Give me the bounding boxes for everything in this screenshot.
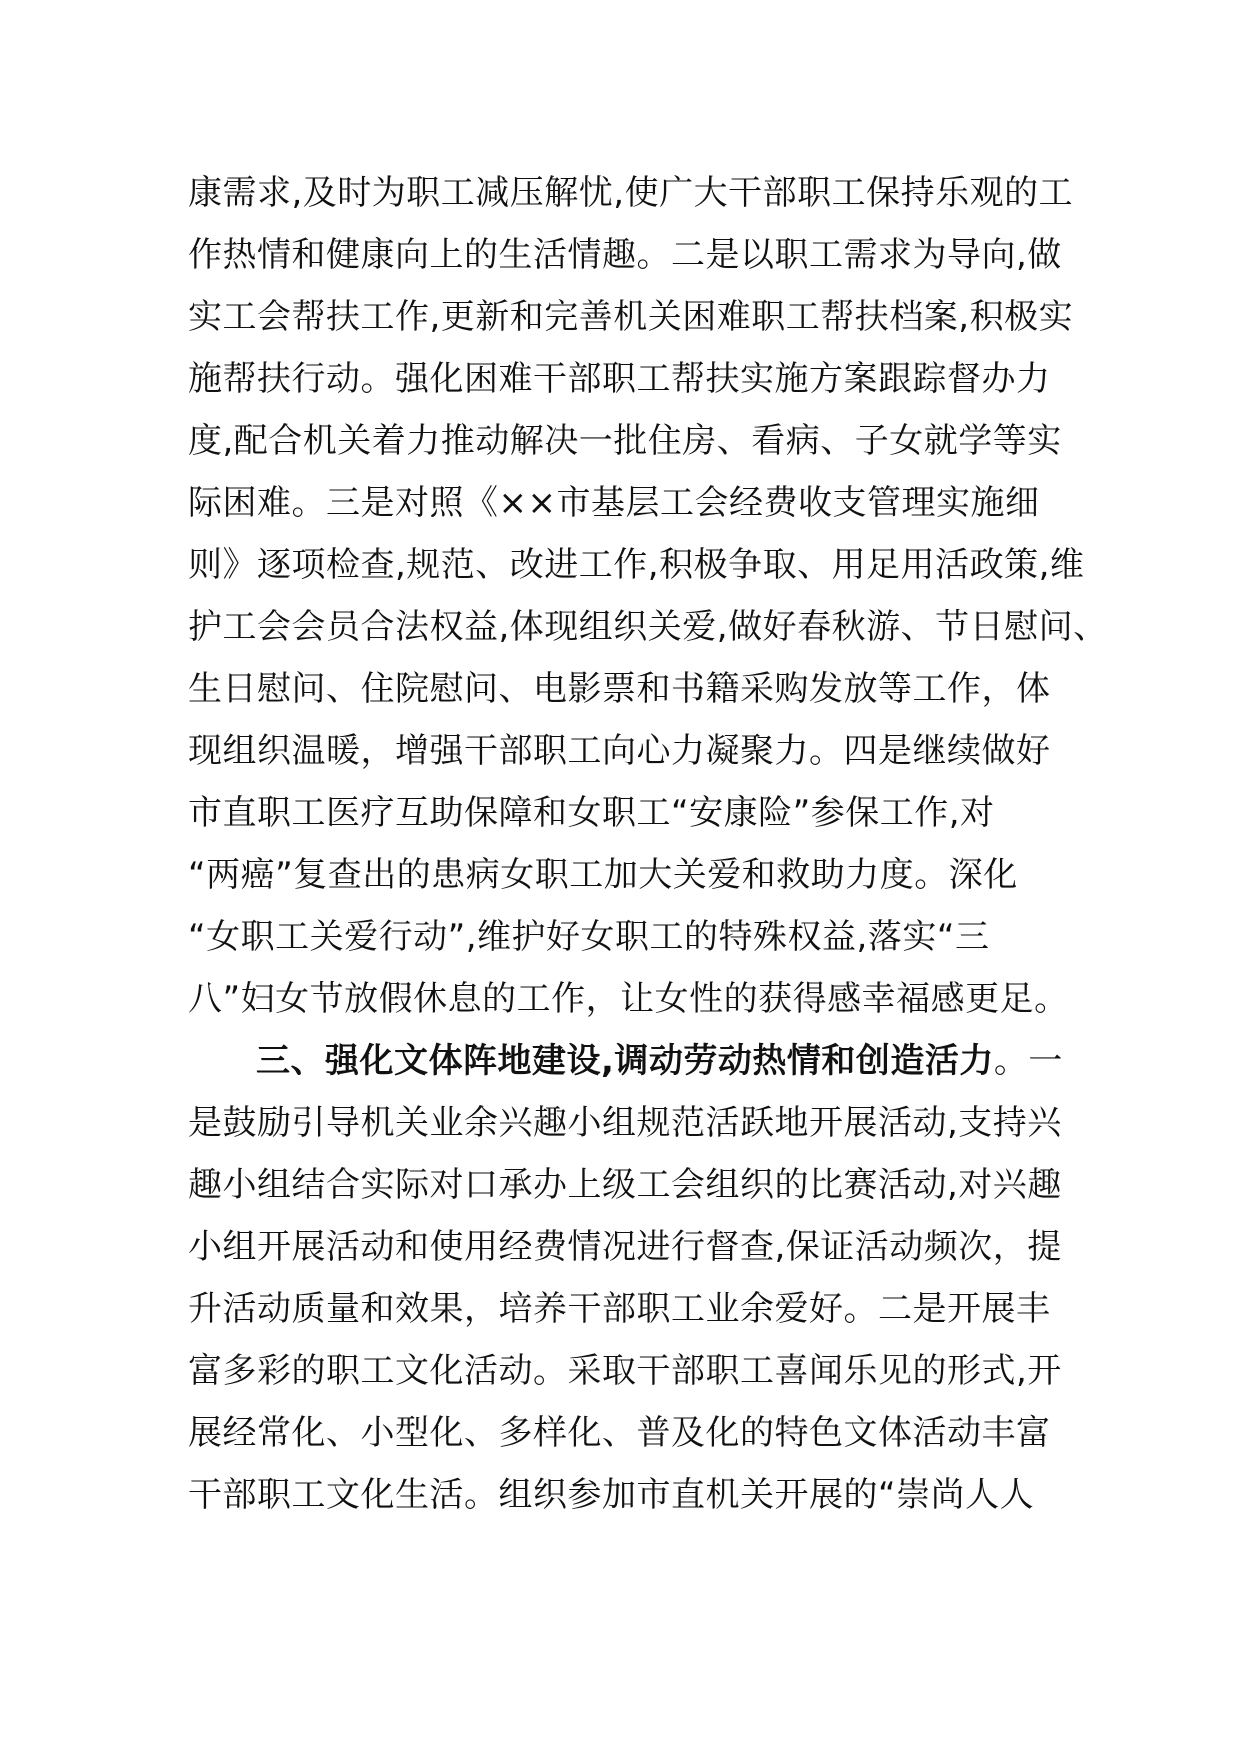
text-line: 是鼓励引导机关业余兴趣小组规范活跃地开展活动,支持兴 (188, 1103, 1062, 1143)
section-heading-line (188, 1036, 1063, 1086)
text-line: 八”妇女节放假休息的工作，让女性的获得感幸福感更足。 (188, 979, 1069, 1019)
text-line: 小组开展活动和使用经费情况进行督查,保证活动频次，提 (188, 1227, 1062, 1267)
text-line: 现组织温暖，增强干部职工向心力凝聚力。四是继续做好 (188, 731, 1051, 771)
text-line: 护工会会员合法权益,体现组织关爱,做好春秋游、节日慰问、 (188, 607, 1108, 647)
text-line: 富多彩的职工文化活动。采取干部职工喜闻乐见的形式,开 (188, 1351, 1062, 1391)
text-line: 市直职工医疗互助保障和女职工“安康险”参保工作,对 (188, 793, 995, 833)
text-line: 康需求,及时为职工减压解忧,使广大干部职工保持乐观的工 (188, 173, 1074, 213)
text-line: 实工会帮扶工作,更新和完善机关困难职工帮扶档案,积极实 (188, 297, 1074, 337)
text-line: 度,配合机关着力推动解决一批住房、看病、子女就学等实 (188, 421, 1062, 461)
text-line: 生日慰问、住院慰问、电影票和书籍采购发放等工作，体 (188, 669, 1051, 709)
section-heading-tail: 。一 (993, 1041, 1063, 1081)
text-line: 作热情和健康向上的生活情趣。二是以职工需求为导向,做 (188, 235, 1062, 275)
text-line: 则》逐项检查,规范、改进工作,积极争取、用足用活政策,维 (188, 545, 1085, 585)
text-line: 升活动质量和效果，培养干部职工业余爱好。二是开展丰 (188, 1289, 1051, 1329)
text-line: 干部职工文化生活。组织参加市直机关开展的“崇尚人人 (188, 1475, 1035, 1515)
text-line: 展经常化、小型化、多样化、普及化的特色文体活动丰富 (188, 1413, 1051, 1453)
text-line: “两癌”复查出的患病女职工加大关爱和救助力度。深化 (188, 855, 1018, 895)
text-line: 趣小组结合实际对口承办上级工会组织的比赛活动,对兴趣 (188, 1165, 1062, 1205)
text-line: “女职工关爱行动”,维护好女职工的特殊权益,落实“三 (188, 917, 990, 957)
section-heading: 三、强化文体阵地建设,调动劳动热情和创造活力 (256, 1041, 994, 1081)
text-line: 际困难。三是对照《××市基层工会经费收支管理实施细 (188, 483, 1040, 523)
text-line: 施帮扶行动。强化困难干部职工帮扶实施方案跟踪督办力 (188, 359, 1051, 399)
